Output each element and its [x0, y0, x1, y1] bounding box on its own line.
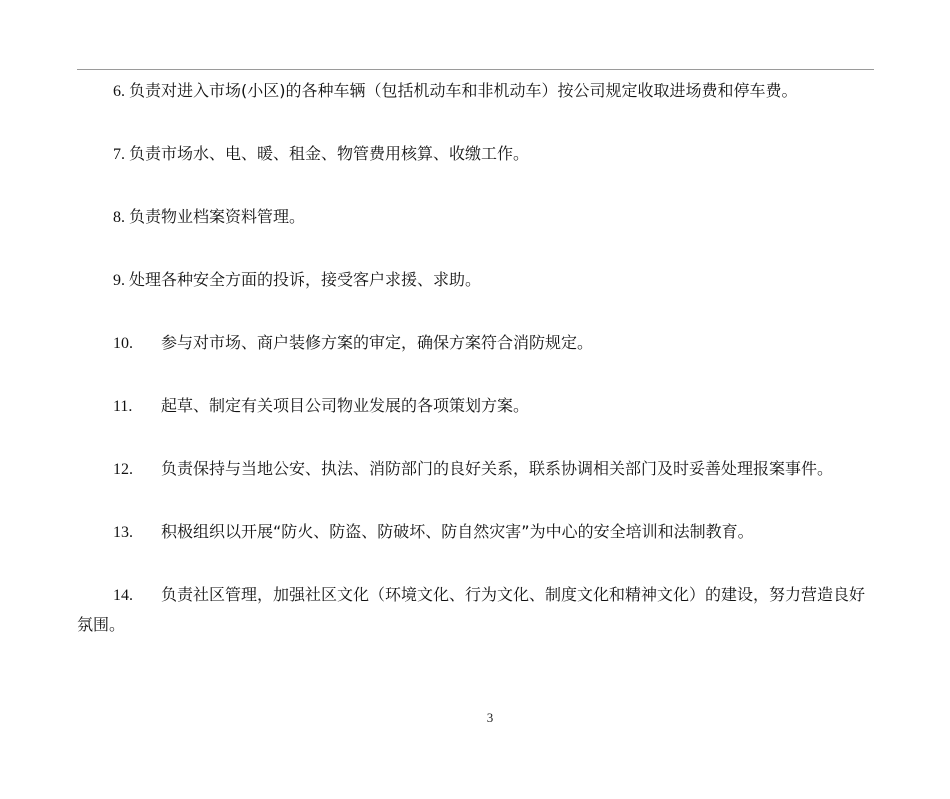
- item-text: 负责对进入市场(小区)的各种车辆（包括机动车和非机动车）按公司规定收取进场费和停车费。: [129, 81, 798, 100]
- list-item-6: [77, 76, 877, 106]
- list-item-12: [77, 454, 877, 484]
- item-number: 14.: [113, 587, 133, 604]
- list-item-9: [77, 265, 877, 295]
- duty-list: [77, 76, 877, 672]
- item-number: 10.: [113, 335, 133, 352]
- list-item-8: [77, 202, 877, 232]
- item-number: 9.: [113, 272, 125, 289]
- item-text: 参与对市场、商户装修方案的审定，确保方案符合消防规定。: [161, 333, 594, 352]
- list-item-13: [77, 517, 877, 547]
- item-number: 13.: [113, 524, 133, 541]
- header-rule: [77, 69, 874, 70]
- item-text: 负责保持与当地公安、执法、消防部门的良好关系，联系协调相关部门及时妥善处理报案事件。: [161, 459, 834, 478]
- item-number: 7.: [113, 146, 125, 163]
- page-number: 3: [486, 710, 494, 725]
- item-number: 8.: [113, 209, 125, 226]
- list-item-10: [77, 328, 877, 358]
- list-item-7: [77, 139, 877, 169]
- item-text: 处理各种安全方面的投诉，接受客户求援、求助。: [129, 270, 482, 289]
- item-text: 负责物业档案资料管理。: [129, 207, 306, 226]
- item-number: 12.: [113, 461, 133, 478]
- item-number: 11.: [113, 398, 133, 415]
- list-item-11: [77, 391, 877, 421]
- item-text: 起草、制定有关项目公司物业发展的各项策划方案。: [161, 396, 530, 415]
- item-text: 负责市场水、电、暖、租金、物管费用核算、收缴工作。: [129, 144, 530, 163]
- item-text: 负责社区管理，加强社区文化（环境文化、行为文化、制度文化和精神文化）的建设，努力营造良好氛围。: [77, 585, 866, 634]
- item-number: 6.: [113, 83, 125, 100]
- list-item-14: [77, 580, 877, 639]
- item-text: 积极组织以开展“防火、防盗、防破坏、防自然灾害”为中心的安全培训和法制教育。: [161, 522, 754, 541]
